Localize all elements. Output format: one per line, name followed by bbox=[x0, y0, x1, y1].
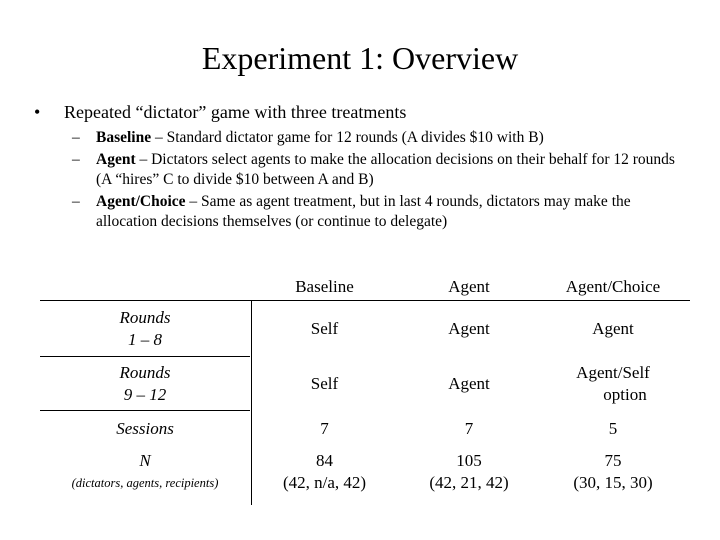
treatment-item-agent bbox=[72, 150, 694, 191]
row-label-sessions bbox=[40, 418, 250, 440]
dash-icon: – bbox=[72, 150, 80, 168]
main-bullet-text: Repeated “dictator” game with three treatments bbox=[64, 102, 407, 122]
slide-title: Experiment 1: Overview bbox=[201, 40, 519, 76]
table-cell bbox=[395, 450, 543, 494]
table-cell: 5 bbox=[608, 419, 618, 438]
treatment-description: – Same as agent treatment, but in last 4 rounds, dictators may make the allocation decisions themselves (or continue to delegate) bbox=[96, 192, 631, 230]
cell-line: option bbox=[603, 385, 647, 404]
table-cell bbox=[548, 450, 678, 494]
row-label-line: Rounds bbox=[119, 363, 171, 382]
row-divider bbox=[40, 356, 250, 357]
cell-line: (42, n/a, 42) bbox=[282, 473, 367, 492]
treatment-description: – Dictators select agents to make the allocation decisions on their behalf for 12 rounds (A “hires” C to divide $10 between A and B) bbox=[96, 150, 675, 188]
dash-icon: – bbox=[72, 129, 80, 146]
column-header-agent: Agent bbox=[448, 277, 490, 296]
treatment-description: – Standard dictator game for 12 rounds (A divides $10 with B) bbox=[151, 129, 544, 146]
treatment-item-baseline bbox=[72, 128, 694, 149]
treatment-item-agent-choice bbox=[72, 192, 694, 233]
main-bullet bbox=[34, 100, 694, 124]
table-cell: 7 bbox=[464, 419, 474, 438]
cell-line: 84 bbox=[316, 451, 333, 470]
row-label-line: N bbox=[139, 451, 151, 470]
table-cell: Agent bbox=[592, 319, 634, 338]
treatment-list bbox=[34, 128, 694, 233]
bullet-list bbox=[34, 100, 694, 234]
table-cell: Self bbox=[310, 319, 339, 338]
table-column-divider bbox=[251, 301, 252, 505]
table-header-divider bbox=[40, 300, 690, 301]
column-header-baseline: Baseline bbox=[295, 277, 354, 296]
row-label-note: (dictators, agents, recipients) bbox=[71, 476, 219, 490]
row-label-n bbox=[40, 450, 250, 491]
treatment-term: Agent/Choice bbox=[96, 192, 186, 210]
row-label-rounds-1-8 bbox=[40, 307, 250, 351]
row-label-line: 9 – 12 bbox=[123, 385, 167, 404]
cell-line: (30, 15, 30) bbox=[573, 473, 653, 492]
table-cell: Agent bbox=[448, 319, 490, 338]
cell-line: Agent/Self bbox=[576, 363, 650, 382]
table-cell bbox=[262, 450, 387, 494]
cell-line: 75 bbox=[604, 451, 622, 470]
row-label-line: Rounds bbox=[119, 308, 171, 327]
row-label-line: 1 – 8 bbox=[128, 330, 162, 349]
treatment-term: Agent bbox=[96, 150, 136, 168]
row-label-rounds-9-12 bbox=[40, 362, 250, 406]
table-cell: Agent bbox=[448, 374, 490, 393]
table-cell bbox=[548, 362, 678, 406]
cell-line: (42, 21, 42) bbox=[429, 473, 509, 492]
treatment-term: Baseline bbox=[96, 129, 152, 146]
dash-icon: – bbox=[72, 192, 80, 210]
row-divider bbox=[40, 410, 250, 411]
table-cell: 7 bbox=[320, 419, 329, 438]
bullet-dot-icon: • bbox=[34, 102, 41, 122]
row-label-line: Sessions bbox=[116, 419, 174, 438]
cell-line: 105 bbox=[456, 451, 482, 470]
table-cell: Self bbox=[310, 374, 339, 393]
column-header-agent-choice: Agent/Choice bbox=[565, 277, 661, 296]
